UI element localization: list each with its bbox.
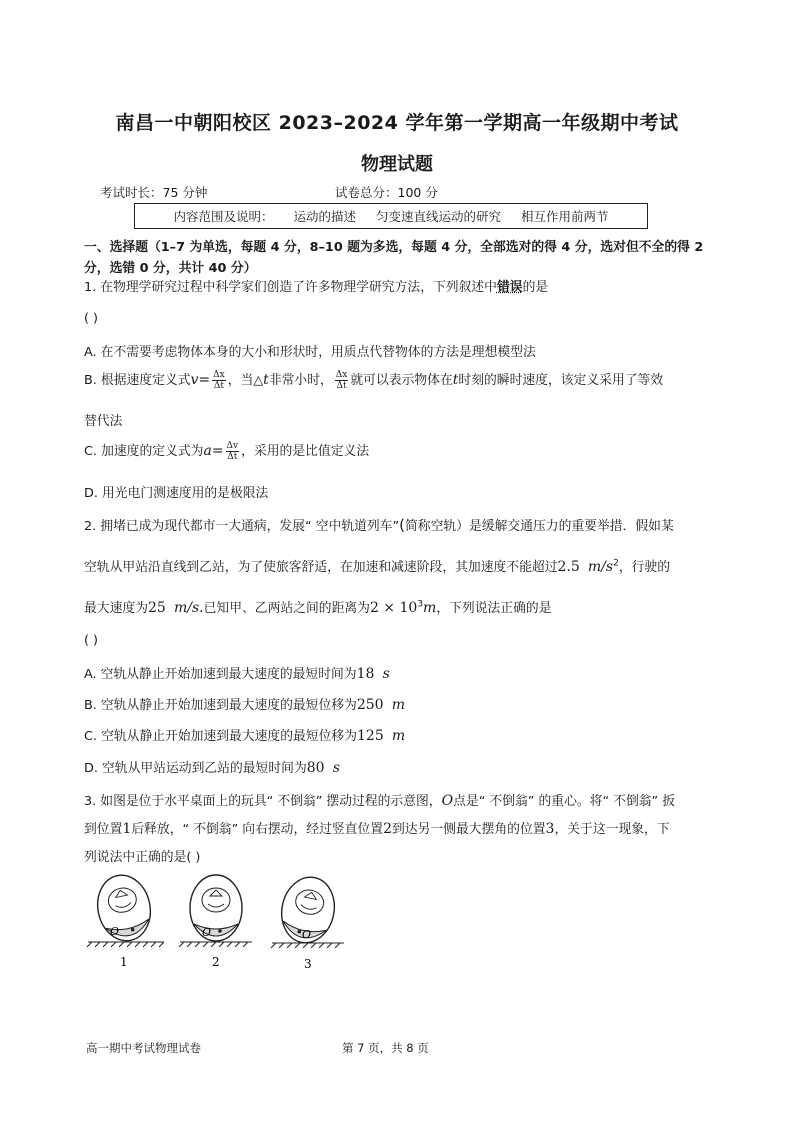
fraction-dx-dt: $\frac{\Delta x}{\Delta t}$ — [213, 370, 225, 391]
section-heading: 一、选择题（1–7 为单选，每题 4 分，8–10 题为多选，每题 4 分，全部选对的得 4 分，选对但不全的得 2 — [84, 240, 704, 255]
footer-title: 高一期中考试物理试卷 — [86, 1041, 201, 1055]
center-of-mass-label: O — [302, 928, 312, 941]
tumbler-figure — [86, 870, 346, 972]
scope-label: 内容范围及说明： — [173, 209, 274, 224]
q1-emphasis: 错误 — [496, 280, 523, 295]
exam-title: 南昌一中朝阳校区 2023–2024 学年第一学期高一年级期中考试 — [115, 112, 679, 134]
q2-stem-line3: 最大速度为25 m/s.已知甲、乙两站之间的距离为$2 \times 10^3m$，下列说法正确的是 — [84, 599, 552, 616]
tumbler-toy-1 — [92, 870, 157, 945]
exam-subtitle: 物理试题 — [361, 154, 433, 175]
scope-box — [134, 203, 648, 229]
q2-stem-line2: 空轨从甲站沿直线到乙站，为了使旅客舒适，在加速和减速阶段，其加速度不能超过2.5 $m/s^2$，行驶的 — [84, 558, 670, 575]
tumbler-toy-2 — [190, 875, 242, 941]
page-number: 第 7 页，共 8 页 — [342, 1041, 429, 1055]
q1-answer-paren: ( ) — [84, 311, 99, 326]
center-of-mass-label: O — [202, 926, 212, 939]
scope-item: 匀变速直线运动的研究 — [376, 209, 502, 224]
q3-stem-line1: 3. 如图是位于水平桌面上的玩具“ 不倒翁” 摆动过程的示意图，O点是“ 不倒翁” 的重心。将“ 不倒翁” 扳 — [84, 793, 676, 809]
q2-option-c: C. 空轨从静止开始加速到最大速度的最短位移为125 m — [84, 728, 406, 744]
exam-total-score: 试卷总分：100 分 — [335, 185, 438, 200]
section-heading-cont: 分，选错 0 分，共计 40 分） — [84, 261, 257, 276]
q3-stem-line3: 列说法中正确的是( ) — [84, 850, 201, 865]
q1-stem: 1. 在物理学研究过程中科学家们创造了许多物理学研究方法，下列叙述中错误的是 — [84, 280, 549, 295]
q1-option-b-cont: 替代法 — [84, 414, 123, 429]
q1-option-c: C. 加速度的定义式为a= $\frac{\Delta v}{\Delta t}$ ，采用的是比值定义法 — [84, 441, 370, 462]
q3-stem-line2: 到位置1后释放，“ 不倒翁” 向右摆动，经过竖直位置2到达另一侧最大摆角的位置3，关于这一现象，下 — [84, 821, 670, 837]
scope-item: 相互作用前两节 — [521, 209, 609, 224]
figure-label-1: 1 — [120, 955, 128, 969]
exam-duration: 考试时长：75 分钟 — [100, 185, 208, 200]
q1-option-a: A. 在不需要考虑物体本身的大小和形状时，用质点代替物体的方法是理想模型法 — [84, 345, 536, 360]
q2-option-a: A. 空轨从静止开始加速到最大速度的最短时间为18 s — [84, 666, 390, 682]
fraction-dx-dt: $\frac{\Delta x}{\Delta t}$ — [335, 370, 348, 391]
table-surface — [87, 942, 344, 948]
figure-label-3: 3 — [304, 957, 312, 971]
q2-answer-paren: ( ) — [84, 633, 99, 648]
q2-stem-line1: 2. 拥堵已成为现代都市一大通病，发展“ 空中轨道列车”(简称空轨）是缓解交通压力的重要举措．假如某 — [84, 516, 674, 534]
q1-option-b: B. 根据速度定义式v= $\frac{\Delta x}{\Delta t}$ ，当△t非常小时， $\frac{\Delta x}{\Delta t}$ 就可以表示物体在t时刻的瞬时速度，该定义采用了等效 — [84, 370, 664, 391]
fraction-dv-dt: $\frac{\Delta v}{\Delta t}$ — [226, 441, 239, 462]
figure-label-2: 2 — [212, 955, 220, 969]
q2-option-d: D. 空轨从甲站运动到乙站的最短时间为80 s — [84, 760, 340, 776]
scope-item: 运动的描述 — [293, 209, 356, 224]
center-of-mass-label: O — [110, 925, 120, 938]
q1-option-d: D. 用光电门测速度用的是极限法 — [84, 486, 269, 501]
q2-option-b: B. 空轨从静止开始加速到最大速度的最短位移为250 m — [84, 697, 406, 713]
